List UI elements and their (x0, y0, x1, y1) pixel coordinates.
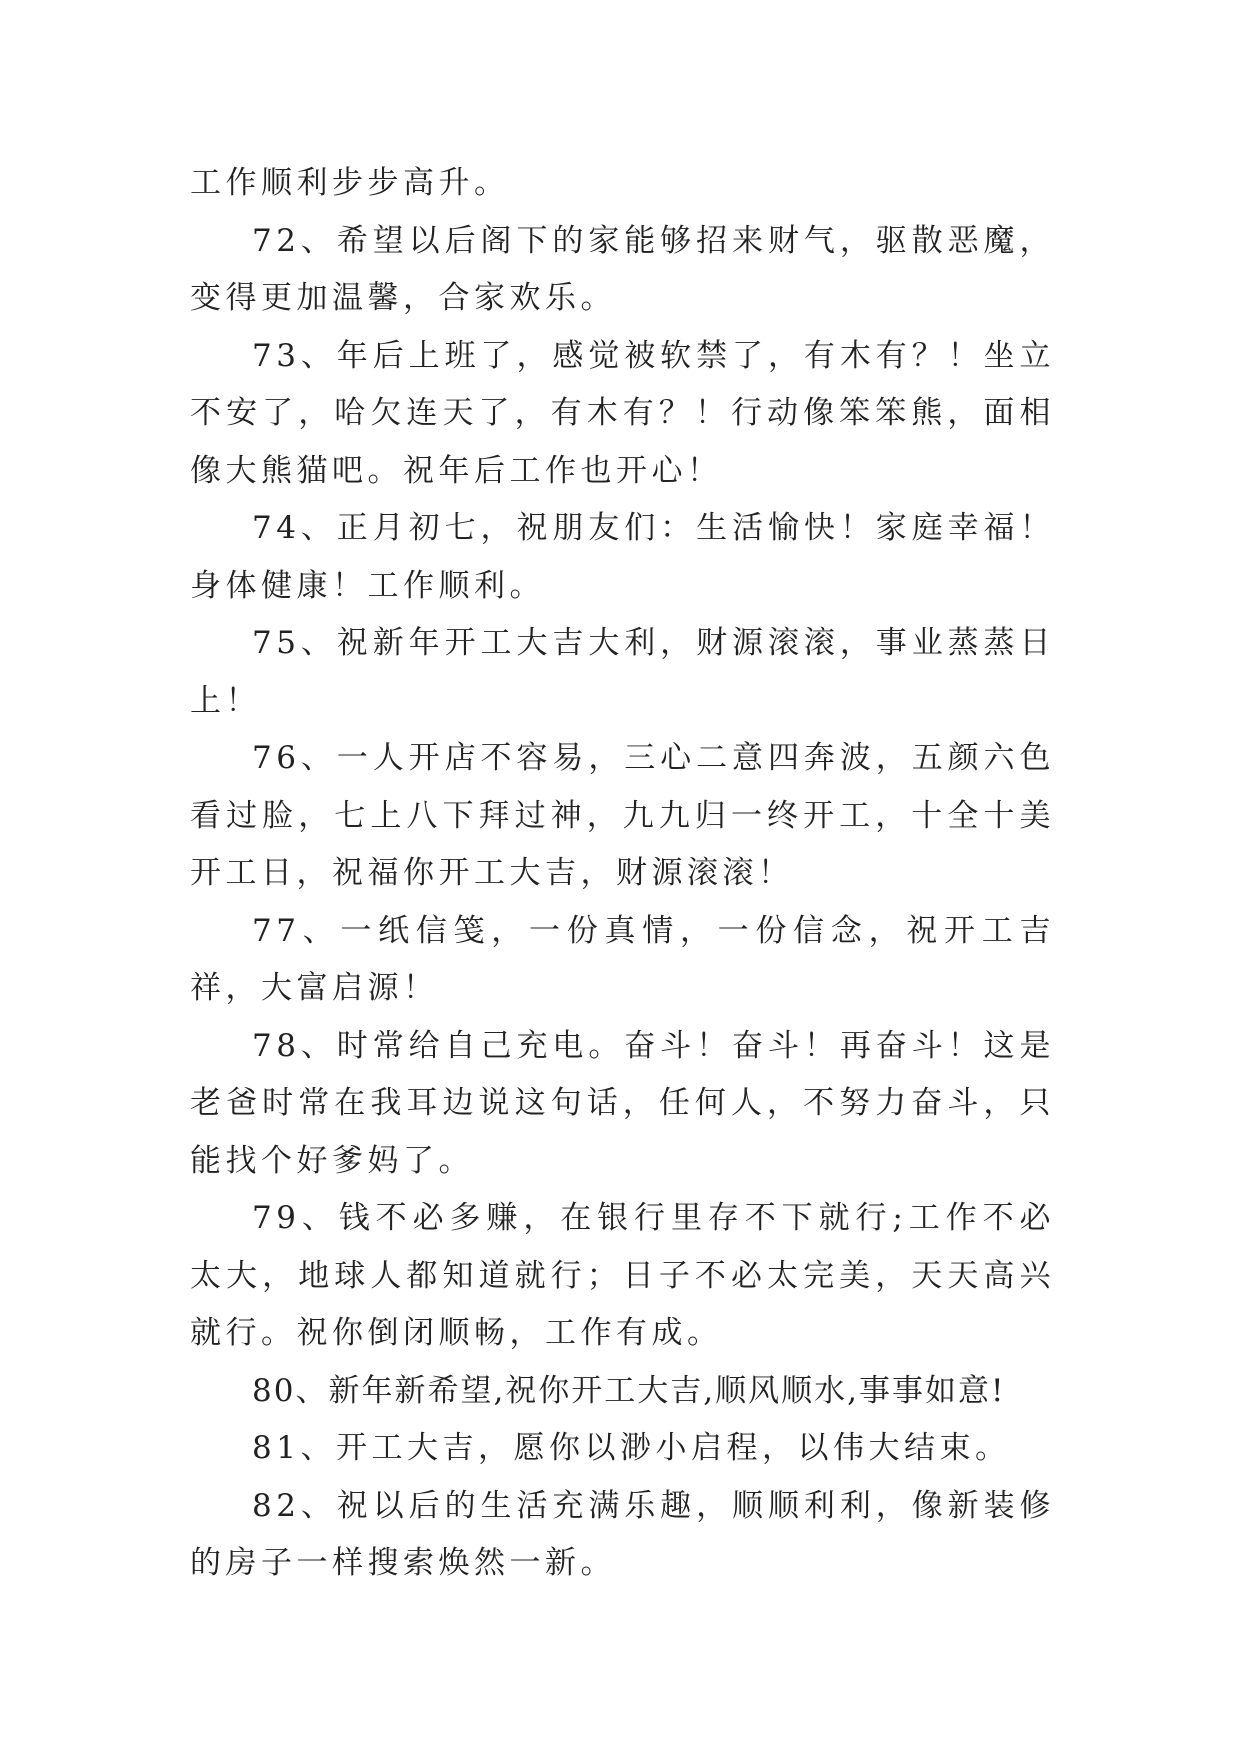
paragraph-76: 76、一人开店不容易，三心二意四奔波，五颜六色看过脸，七上八下拜过神，九九归一终开工，十全十美开工日，祝福你开工大吉，财源滚滚！ (190, 740, 1055, 891)
paragraph-73: 73、年后上班了，感觉被软禁了，有木有？！坐立不安了，哈欠连天了，有木有？！行动像笨笨熊，面相像大熊猫吧。祝年后工作也开心！ (190, 337, 1055, 489)
document-page (190, 155, 1055, 1593)
paragraph-81: 81、开工大吉，愿你以渺小启程，以伟大结束。 (252, 1430, 1011, 1466)
paragraph-80: 80、新年新希望,祝你开工大吉,顺风顺水,事事如意! (252, 1372, 1006, 1409)
paragraph-82: 82、祝以后的生活充满乐趣，顺顺利利，像新装修的房子一样搜索焕然一新。 (190, 1487, 1055, 1581)
paragraph-continuation: 工作顺利步步高升。 (190, 165, 510, 201)
paragraph-72: 72、希望以后阁下的家能够招来财气，驱散恶魔，变得更加温馨，合家欢乐。 (190, 222, 1055, 316)
paragraph-78: 78、时常给自己充电。奋斗！奋斗！再奋斗！这是老爸时常在我耳边说这句话，任何人，不努力奋斗，只能找个好爹妈了。 (190, 1027, 1055, 1179)
paragraph-79: 79、钱不必多赚，在银行里存不下就行;工作不必太大，地球人都知道就行；日子不必太完美，天天高兴就行。祝你倒闭顺畅，工作有成。 (190, 1200, 1055, 1351)
paragraph-74: 74、正月初七，祝朋友们：生活愉快！家庭幸福！身体健康！工作顺利。 (190, 510, 1055, 604)
paragraph-77: 77、一纸信笺，一份真情，一份信念，祝开工吉祥，大富启源！ (190, 912, 1055, 1006)
paragraph-75: 75、祝新年开工大吉大利，财源滚滚，事业蒸蒸日上！ (190, 625, 1055, 719)
